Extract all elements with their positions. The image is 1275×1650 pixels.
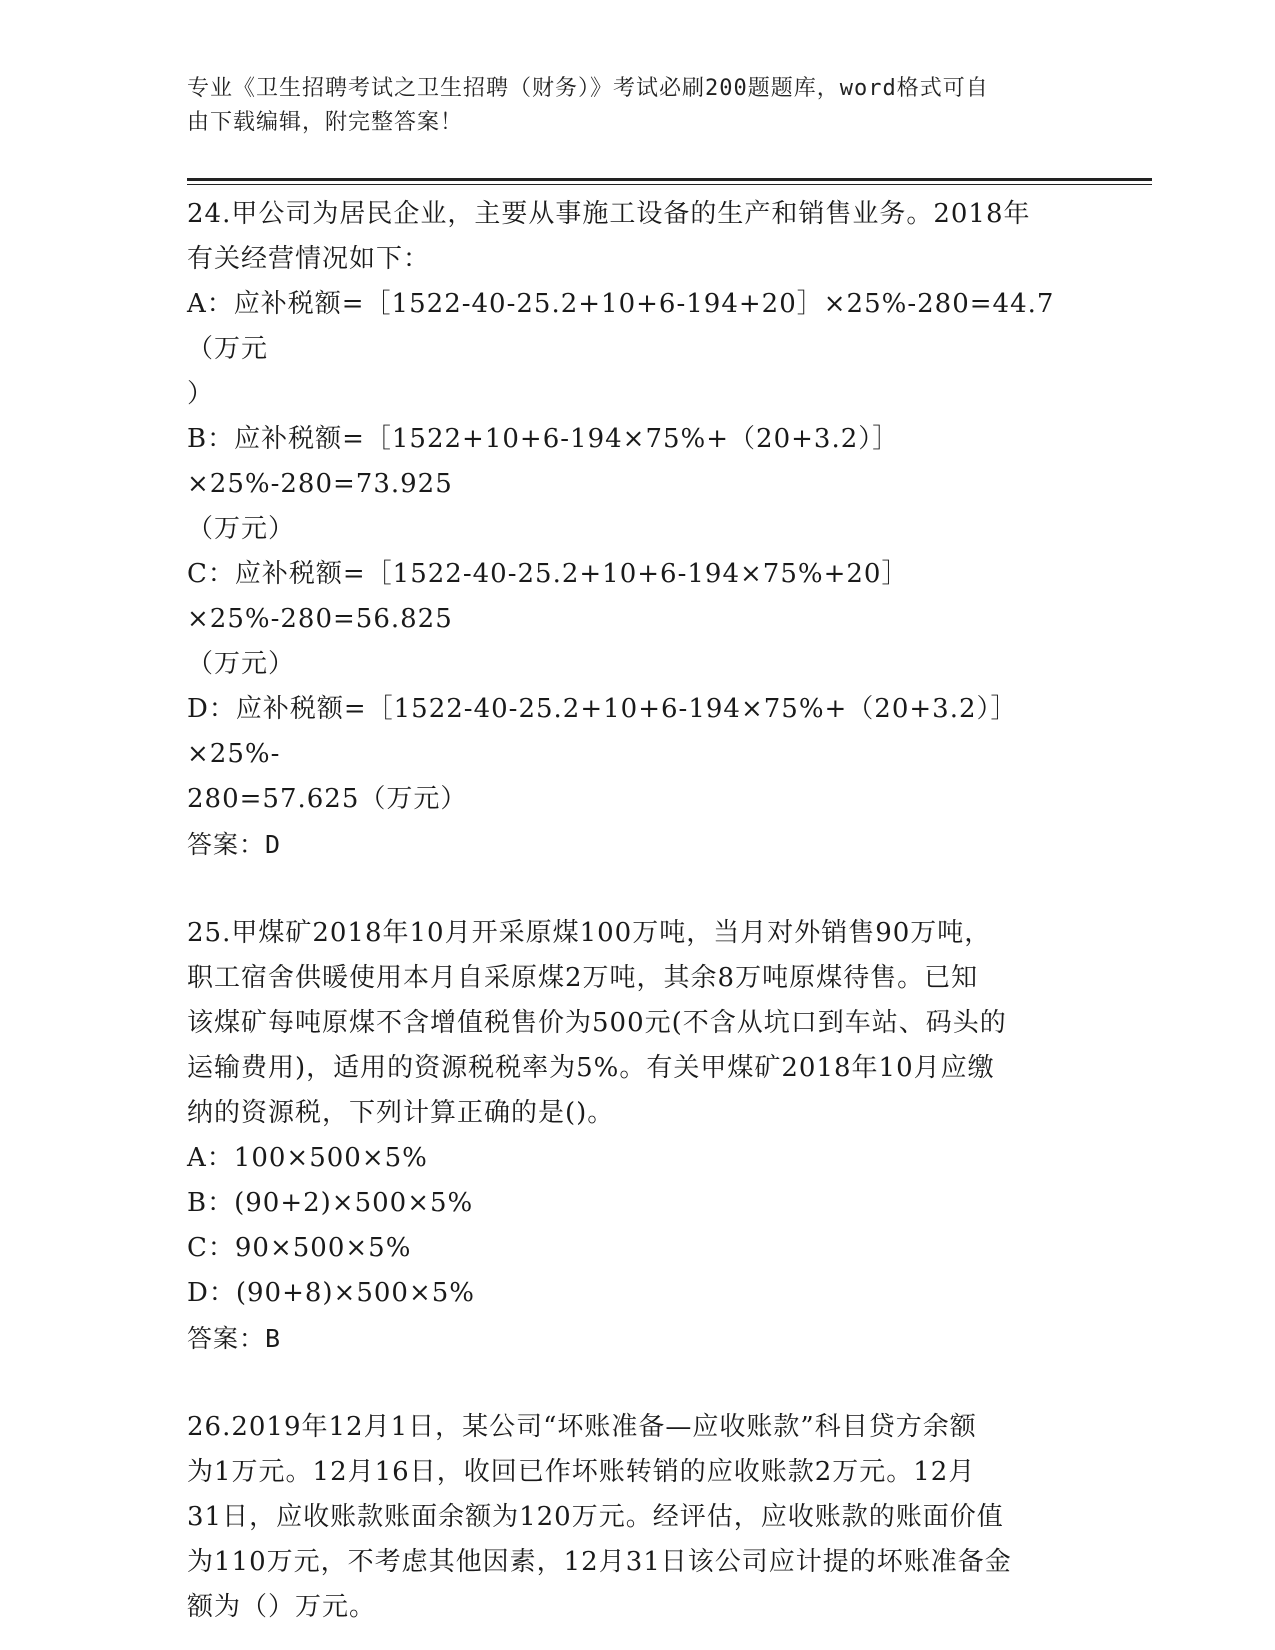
question-stem: 该煤矿每吨原煤不含增值税售价为500元(不含从坑口到车站、码头的 (187, 1008, 1007, 1038)
question-stem: 运输费用)，适用的资源税税率为5%。有关甲煤矿2018年10月应缴 (187, 1053, 995, 1083)
option-d: D：(90+8)×500×5% (187, 1278, 475, 1308)
header-line-2: 由下载编辑，附完整答案！ (187, 110, 464, 135)
option-b: B：应补税额=［1522+10+6-194×75%+（20+3.2）］×25%-280=73.925 (187, 424, 900, 499)
question-list (187, 192, 1087, 1630)
header-divider-thin (187, 184, 1152, 185)
question-stem: 26.2019年12月1日，某公司“坏账准备—应收账款”科目贷方余额 (187, 1412, 977, 1442)
question-stem: 纳的资源税，下列计算正确的是()。 (187, 1098, 615, 1128)
header-line-1: 专业《卫生招聘考试之卫生招聘（财务）》考试必刷200题题库，word格式可自 (187, 76, 989, 101)
option-c-cont: （万元） (187, 649, 296, 679)
option-b: B：(90+2)×500×5% (187, 1188, 474, 1218)
question-stem: 为110万元，不考虑其他因素，12月31日该公司应计提的坏账准备金 (187, 1547, 1012, 1577)
option-c: C：应补税额=［1522-40-25.2+10+6-194×75%+20］×25%-280=56.825 (187, 559, 909, 634)
question-stem: 为1万元。12月16日，收回已作坏账转销的应收账款2万元。12月 (187, 1457, 976, 1487)
option-c: C：90×500×5% (187, 1233, 412, 1263)
option-a-cont: ） (187, 379, 215, 409)
question-26 (187, 1405, 1087, 1630)
header-divider-thick (187, 178, 1152, 181)
question-stem: 25.甲煤矿2018年10月开采原煤100万吨，当月对外销售90万吨， (187, 918, 992, 948)
question-stem: 24.甲公司为居民企业，主要从事施工设备的生产和销售业务。2018年 (187, 199, 1031, 229)
question-25 (187, 911, 1087, 1361)
question-24 (187, 192, 1087, 867)
question-stem: 31日，应收账款账面余额为120万元。经评估，应收账款的账面价值 (187, 1502, 1004, 1532)
option-d: D：应补税额=［1522-40-25.2+10+6-194×75%+（20+3.2）］×25%- (187, 694, 1018, 769)
question-stem: 职工宿舍供暖使用本月自采原煤2万吨，其余8万吨原煤待售。已知 (187, 963, 979, 993)
option-d-cont: 280=57.625（万元） (187, 784, 468, 814)
question-stem: 额为（）万元。 (187, 1592, 377, 1622)
option-b-cont: （万元） (187, 514, 296, 544)
option-a: A：应补税额=［1522-40-25.2+10+6-194+20］×25%-280=44.7（万元 (187, 289, 1055, 364)
answer: 答案：B (187, 1324, 282, 1353)
question-stem: 有关经营情况如下： (187, 244, 431, 274)
document-header (187, 72, 1067, 140)
spacer (187, 867, 1087, 911)
spacer (187, 1361, 1087, 1405)
option-a: A：100×500×5% (187, 1143, 428, 1173)
answer: 答案：D (187, 830, 282, 859)
